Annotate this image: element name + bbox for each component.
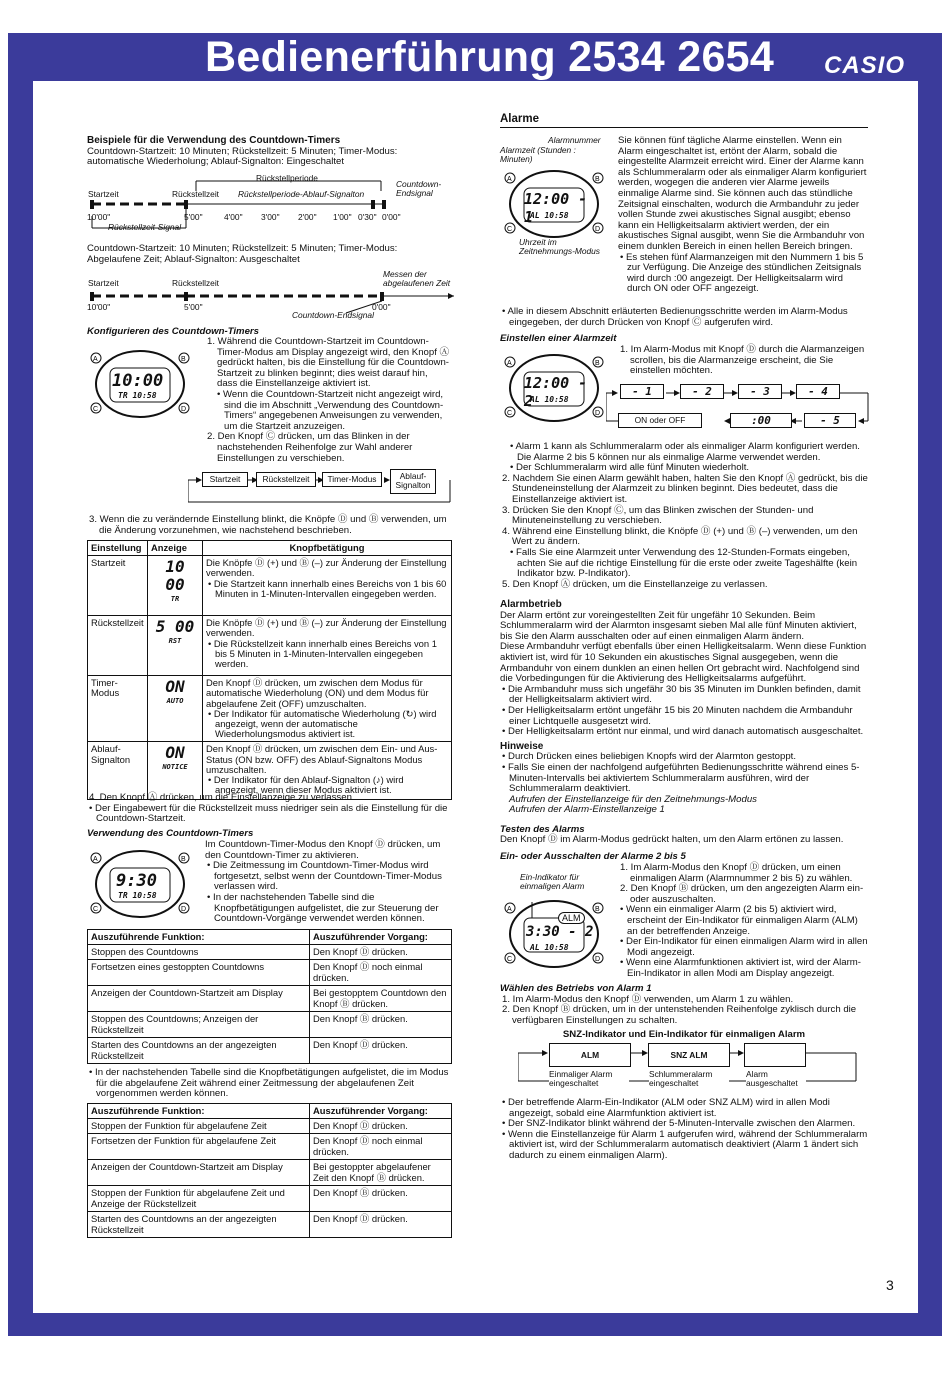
svg-text:D: D xyxy=(595,226,601,233)
watch-c-sub: AL 10:58 xyxy=(530,943,569,952)
onoff-step-2: • Wenn ein einmaliger Alarm (2 bis 5) aktiviert wird, erscheint der Ein-Indikator für einmaligen Alarm (ALM) an der betreffenden Anzeige. xyxy=(620,904,858,937)
alarms-title: Alarme xyxy=(500,114,868,128)
alarms-intro xyxy=(618,136,868,295)
step3-wrap xyxy=(87,515,452,536)
test-text: Den Knopf Ⓓ im Alarm-Modus gedrückt halten, um den Alarm ertönen zu lassen. xyxy=(500,834,844,846)
cell: Bei gestopptem Countdown den Knopf Ⓑ drücken. xyxy=(310,986,452,1012)
svg-text:C: C xyxy=(93,906,99,913)
elapsed-table xyxy=(87,1103,452,1238)
mode-step-1: 2. Den Knopf Ⓑ drücken, um in der untenstehenden Reihenfolge zyklisch durch die verfügbaren Einstellungen zu schalten. xyxy=(502,1004,857,1026)
countdown-th-0: Auszuführende Funktion: xyxy=(88,930,310,945)
svg-text:C: C xyxy=(507,410,513,417)
settings-name: Ablauf-Signalton xyxy=(88,742,148,800)
config-step-1: 1. Während die Countdown-Startzeit im Countdown-Timer-Modus am Display angezeigt wird, den Knopf Ⓐ gedrückt halten, bis die Einstellung für die Countdown-Startzeit zu blinken beginnt; dies weist darauf hin, dass die Einstellanzeige aktiviert ist. xyxy=(207,336,450,390)
label-alarm-number: Alarmnummer xyxy=(548,135,601,145)
tl1-tick-6: 0'30" xyxy=(358,212,377,222)
snz-caption-2: Alarm ausgeschaltet xyxy=(746,1070,806,1088)
tl2-tick-0: 10'00" xyxy=(87,302,111,312)
svg-text:C: C xyxy=(93,406,99,413)
op-text-1: Diese Armbanduhr verfügt ebenfalls über einen Helligkeitsalarm. Wenn diese Funktion aktiviert ist, wird für 10 Sekunden ein akustisches Signal ausgegeben, wenn die Armbanduhr von einem dunklen an einen hellen Ort gebracht wird. Nachfolgend sind die Vorbedingungen für die Aktivierung des Helligkeitsalarms aufgeführt. xyxy=(500,641,867,685)
watch1-main: 10:00 xyxy=(112,371,164,391)
op-text-3: • Der Helligkeitsalarm ertönt ungefähr 15 bis 20 Minuten nachdem die Armbanduhr einer Lichtquelle ausgesetzt wird. xyxy=(502,704,853,727)
set-title-wrap xyxy=(500,334,868,345)
svg-text:A: A xyxy=(93,856,98,863)
set-note-3: 3. Drücken Sie den Knopf Ⓒ, um das Blinken zwischen der Stunden- und Minuteneinstellung zu verschieben. xyxy=(502,504,814,527)
elapsed-th-0: Auszuführende Funktion: xyxy=(88,1104,310,1119)
step-3: 3. Wenn die zu verändernde Einstellung blinkt, die Knöpfe Ⓓ und Ⓑ verwenden, um die Änderung vorzunehmen, wie nachstehend beschrieben. xyxy=(89,514,447,536)
set-note-2: 2. Nachdem Sie einen Alarm gewählt haben, halten Sie den Knopf Ⓐ gedrückt, bis die Stundeneinstellung der Alarmzeit zu blinken beginnt. Dies bedeutet, dass die Einstellanzeige aktiviert ist. xyxy=(502,472,868,505)
hint-0: • Durch Drücken eines beliebigen Knopfs wird der Alarmton gestoppt. xyxy=(502,751,796,763)
label-onoff-indicator: Ein-Indikator für einmaligen Alarm xyxy=(520,872,585,891)
cycle-alarm-4: - 4 xyxy=(796,384,840,399)
cell: Stoppen des Countdowns xyxy=(88,945,310,960)
cycle-alarm-2: - 2 xyxy=(680,384,724,399)
tl2-reset: Rückstellzeit xyxy=(172,278,220,288)
op-text-2: • Die Armbanduhr muss sich ungefähr 30 bis 35 Minuten im Dunklen befinden, damit der Helligkeitsalarm aktiviert wird. xyxy=(502,683,861,706)
example1-desc: Countdown-Startzeit: 10 Minuten; Rückstellzeit: 5 Minuten; Timer-Modus: automatische Wiederholung; Ablauf-Signalton: Eingeschaltet xyxy=(87,145,398,168)
watch-c-main: 3:30 - 2 xyxy=(526,924,594,940)
table-row xyxy=(88,1119,452,1134)
set-step-1: 1. Im Alarm-Modus mit Knopf Ⓓ durch die Alarmanzeigen scrollen, bis die Alarmanzeige erscheint, die Sie einstellen möchten. xyxy=(620,344,865,377)
tl2-tick-1: 5'00" xyxy=(184,302,203,312)
tl1-period-label: Rückstellperiode xyxy=(256,173,318,183)
settings-op: Den Knopf Ⓓ drücken, um zwischen dem Modus für automatische Wiederholung (ON) und dem Modus für abgelaufene Zeit (OFF) umzuschalten. xyxy=(206,677,429,709)
page-title: Bedienerführung 2534 2654 xyxy=(205,33,775,81)
watch-a-sub: AL 10:58 xyxy=(530,211,569,220)
cell: Den Knopf Ⓓ noch einmal drücken. xyxy=(310,1134,452,1160)
use-text xyxy=(205,840,450,925)
watch-illustration-a xyxy=(502,166,601,238)
hint-3: Aufrufen der Alarm-Einstellanzeige 1 xyxy=(509,804,665,816)
tl1-tick-4: 2'00" xyxy=(298,212,317,222)
cell: Stoppen der Funktion für abgelaufene Zeit und Anzeige der Rückstellzeit xyxy=(88,1186,310,1212)
use-text-0: Im Countdown-Timer-Modus den Knopf Ⓓ drücken, um den Countdown-Timer zu aktivieren. xyxy=(205,839,441,861)
table-row xyxy=(88,1012,452,1038)
examples-title: Beispiele für die Verwendung des Countdown-Timers xyxy=(87,135,341,146)
settings-th-2: Knopfbetätigung xyxy=(203,541,452,556)
tl2-start: Startzeit xyxy=(88,278,119,288)
disp-main: ON xyxy=(165,677,185,697)
cell: Anzeigen der Countdown-Startzeit am Display xyxy=(88,1160,310,1186)
snz-box-alm: ALM xyxy=(549,1043,631,1067)
cell: Fortsetzen eines gestoppten Countdowns xyxy=(88,960,310,986)
use-text-1: • Die Zeitmessung im Countdown-Timer-Modus wird fortgesetzt, selbst wenn der Countdown-Timer-Modus verlassen wird. xyxy=(207,860,442,893)
snz-box-off xyxy=(744,1043,806,1067)
svg-text:A: A xyxy=(507,176,512,183)
cell: Den Knopf Ⓓ drücken. xyxy=(310,1038,452,1064)
cycle-light-alarm: ON oder OFF xyxy=(618,413,702,428)
set-note-6: 5. Den Knopf Ⓐ drücken, um die Einstellanzeige zu verlassen. xyxy=(502,578,768,590)
label-clock-time: Uhrzeit im Zeitnehmungs-Modus xyxy=(519,237,600,256)
alarm-operation xyxy=(500,600,868,863)
snz-caption-1: Schlummeralarm eingeschaltet xyxy=(649,1070,729,1088)
onoff-step-4: • Wenn eine Alarmfunktionen aktiviert ist, wird der Alarm-Ein-Indikator in allen Modi am Display angezeigt. xyxy=(620,957,861,979)
cell: Starten des Countdowns an der angezeigten Rückstellzeit xyxy=(88,1038,310,1064)
svg-text:A: A xyxy=(507,360,512,367)
cell: Anzeigen der Countdown-Startzeit am Display xyxy=(88,986,310,1012)
cell: Stoppen des Countdowns; Anzeigen der Rückstellzeit xyxy=(88,1012,310,1038)
label-alarm-time: Alarmzeit (Stunden : Minuten) xyxy=(500,145,576,164)
after-table xyxy=(87,793,452,825)
tl1-reset-signal: Rückstellzeit-Signal xyxy=(108,222,182,232)
set-title: Einstellen einer Alarmzeit xyxy=(500,333,617,344)
config-step-2: 2. Den Knopf Ⓒ drücken, um das Blinken in der nachstehenden Reihenfolge zur Wahl anderer Einstellungen zu verschieben. xyxy=(207,431,413,464)
watch-c-alm-tag: ALM xyxy=(558,912,585,924)
tl1-tick-7: 0'00" xyxy=(382,212,401,222)
tl1-end-signal: Countdown-Endsignal xyxy=(396,179,442,198)
example2-desc: Countdown-Startzeit: 10 Minuten; Rückstellzeit: 5 Minuten; Timer-Modus: Abgelaufene Zeit; Ablauf-Signalton: Ausgeschaltet xyxy=(87,243,398,265)
between-tables xyxy=(87,1068,452,1100)
cell: Den Knopf Ⓓ drücken. xyxy=(310,945,452,960)
svg-text:A: A xyxy=(93,356,98,363)
svg-text:A: A xyxy=(507,906,512,913)
examples-section xyxy=(87,136,452,168)
svg-text:C: C xyxy=(507,956,513,963)
cycle-reset: Rückstellzeit xyxy=(256,472,316,487)
settings-op: Den Knopf Ⓓ drücken, um zwischen dem Ein- und Aus-Status (ON bzw. OFF) des Ablauf-Signaltons Modus umzuschalten. xyxy=(206,743,438,775)
countdown-th-1: Auszuführender Vorgang: xyxy=(310,930,452,945)
svg-text:B: B xyxy=(595,176,600,183)
final-note-0: • Der betreffende Alarm-Ein-Indikator (ALM oder SNZ ALM) wird in allen Modi angezeigt, sobald eine Alarmfunktion aktiviert ist. xyxy=(502,1097,830,1119)
tl2-end-signal: Countdown-Endsignal xyxy=(292,310,374,320)
cycle-start: Startzeit xyxy=(202,472,248,487)
set-step1-wrap xyxy=(618,345,868,377)
svg-text:C: C xyxy=(507,226,513,233)
after-table-step4: 4. Den Knopf Ⓐ drücken, um die Einstellanzeige zu verlassen. xyxy=(89,792,355,803)
settings-op-note: • Die Rückstellzeit kann innerhalb eines Bereichs von 1 bis 5 Minuten in 1-Minuten-Intervallen eingegeben werden. xyxy=(208,637,437,670)
snz-caption-0: Einmaliger Alarm eingeschaltet xyxy=(549,1070,629,1088)
between-tables-text: • In der nachstehenden Tabelle sind die Knopfbetätigungen aufgelistet, die im Modus für die abgelaufene Zeit während einer Zeitmessung der abgelaufenen Zeit vorgenommen werden können. xyxy=(89,1067,449,1100)
onoff-step-3: • Der Ein-Indikator für einen einmaligen Alarm wird in allen Modi angezeigt. xyxy=(620,936,868,958)
cell: Stoppen der Funktion für abgelaufene Zeit xyxy=(88,1119,310,1134)
hint-2: Aufrufen der Einstellanzeige für den Zeitnehmungs-Modus xyxy=(509,793,757,805)
table-row xyxy=(88,945,452,960)
config-steps xyxy=(205,337,450,464)
table-row xyxy=(88,986,452,1012)
cell: Den Knopf Ⓓ drücken. xyxy=(310,1212,452,1238)
all-steps-note-wrap xyxy=(500,307,868,328)
table-row xyxy=(88,616,452,676)
table-row xyxy=(88,1134,452,1160)
svg-text:D: D xyxy=(595,956,601,963)
settings-op-note: • Der Indikator für den Ablauf-Signalton (♪) wird angezeigt, wenn dieser Modus aktiviert ist. xyxy=(208,774,404,796)
op-text-4: • Der Helligkeitsalarm ertönt nur einmal, und wird danach automatisch ausgeschaltet. xyxy=(502,726,864,738)
snz-box-snz-alm: SNZ ALM xyxy=(648,1043,730,1067)
set-note-1: • Der Schlummeralarm wird alle fünf Minuten wiederholt. xyxy=(510,462,750,474)
disp-sub: TR xyxy=(170,595,180,604)
brand-logo: CASIO xyxy=(824,52,906,79)
final-note-1: • Der SNZ-Indikator blinkt während der 5-Minuten-Intervalle zwischen den Alarmen. xyxy=(502,1118,856,1130)
cell: Starten des Countdowns an der angezeigten Rückstellzeit xyxy=(88,1212,310,1238)
after-table-note: • Der Eingabewert für die Rückstellzeit muss niedriger sein als die Einstellung für die Countdown-Startzeit. xyxy=(89,802,448,825)
watch-illustration-c xyxy=(502,896,601,968)
tl1-tick-5: 1'00" xyxy=(333,212,352,222)
settings-th-1: Anzeige xyxy=(148,541,203,556)
svg-text:B: B xyxy=(181,356,186,363)
tl1-start: Startzeit xyxy=(88,189,119,199)
tl1-tick-0: 10'00" xyxy=(87,212,111,222)
watch-b-sub: AL 10:58 xyxy=(530,395,569,404)
alarms-intro-text: Sie können fünf tägliche Alarme einstellen. Wenn ein Alarm eingeschaltet ist, ertönt der Alarm, sobald die eingestellte Alarmzeit erreicht wird. Einer der Alarme kann als Schlummeralarm oder als einmaliger Alarm konfiguriert werden, wogegen die anderen vier Alarme jeweils einmalige Alarme sind. Sie können auch das stündliche Zeitsignal einschalten, wodurch die Armbanduhr zu jeder vollen Stunde zwei akustisches Signal ausgibt; ebenso kann ein Helligkeitsalarm aktiviert werden, der ein akustisches Signal ausgibt, wenn Sie die Armbanduhr von einem dunklen Bereich in einen hellen Bereich bringen. xyxy=(618,135,867,252)
use-text-2: • In der nachstehenden Tabelle sind die Knopfbetätigungen aufgelistet, die zur Steuerung der Countdown-Vorgänge verwendet werden können. xyxy=(207,891,439,925)
config-step-1-note: • Wenn die Countdown-Startzeit nicht angezeigt wird, sind die im Abschnitt „Verwendung des Countdown-Timers“ angegebenen Anweisungen zu verwenden, um die Startzeit anzuzeigen. xyxy=(217,388,444,432)
disp-sub: RST xyxy=(168,637,182,646)
cell: Bei gestoppter abgelaufener Zeit den Knopf Ⓑ drücken. xyxy=(310,1160,452,1186)
hint-1: • Falls Sie einen der nachfolgend aufgeführten Bedienungsschritte während eines 5-Minuten-Intervalls bei aktiviertem Schlummeralarm ausführen, wird der Schlummeralarm deaktiviert. xyxy=(502,761,860,795)
use-title: Verwendung des Countdown-Timers xyxy=(87,828,254,839)
snz-title: SNZ-Indikator und Ein-Indikator für einmaligen Alarm xyxy=(562,1029,806,1041)
mode-step-0: 1. Im Alarm-Modus den Knopf Ⓓ verwenden, um Alarm 1 zu wählen. xyxy=(502,993,794,1005)
settings-op-note: • Der Indikator für automatische Wiederholung (↻) wird angezeigt, wenn der automatische Wiederholungsmodus aktiviert ist. xyxy=(208,707,437,740)
watch-a-main: 12:00 - 1 xyxy=(524,190,588,226)
settings-op-note: • Die Startzeit kann innerhalb eines Bereichs von 1 bis 60 Minuten in 1-Minuten-Intervallen eingegeben werden. xyxy=(208,577,447,599)
table-row xyxy=(88,1186,452,1212)
example2 xyxy=(87,244,452,265)
disp-main: 10 00 xyxy=(165,557,185,595)
all-steps-note: • Alle in diesem Abschnitt erläuterten Bedienungsschritte werden im Alarm-Modus eingegeben, der durch Drücken von Knopf Ⓒ aufgerufen wird. xyxy=(502,306,848,328)
hints-title: Hinweise xyxy=(500,740,544,752)
settings-name: Startzeit xyxy=(88,556,148,616)
tl2-graphic xyxy=(86,285,456,315)
watch-b-main: 12:00 - 2 xyxy=(524,374,588,410)
use-title-wrap xyxy=(87,829,452,840)
tl1-period-signal: Rückstellperiode-Ablauf-Signalton xyxy=(238,189,365,199)
onoff-step-0: 1. Im Alarm-Modus den Knopf Ⓓ drücken, um einen einmaligen Alarm (Alarmnummer 2 bis 5) zu wählen. xyxy=(620,862,853,884)
cell: Den Knopf Ⓓ noch einmal drücken. xyxy=(310,960,452,986)
watch-illustration-b xyxy=(502,350,601,422)
countdown-table xyxy=(87,929,452,1064)
onoff-title: Ein- oder Ausschalten der Alarme 2 bis 5 xyxy=(500,851,686,863)
cycle-mode: Timer-Modus xyxy=(322,472,382,487)
set-note-4: 4. Während eine Einstellung blinkt, die Knöpfe Ⓓ (+) und Ⓑ (–) verwenden, um den Wert zu ändern. xyxy=(502,525,858,548)
cycle-signal: Ablauf-Signalton xyxy=(390,469,436,494)
set-note-5: • Falls Sie eine Alarmzeit unter Verwendung des 12-Stunden-Formats eingeben, achten Sie auf die richtige Einstellung für die erste oder zweite Tageshälfte (kein Indikator bzw. P-Indikator). xyxy=(510,546,858,580)
settings-op: Die Knöpfe Ⓓ (+) und Ⓑ (–) zur Änderung der Einstellung verwenden. xyxy=(206,557,447,579)
cycle-alarm-3: - 3 xyxy=(738,384,782,399)
mode-title: Wählen des Betriebs von Alarm 1 xyxy=(500,983,652,994)
page-number: 3 xyxy=(886,1277,894,1293)
cell: Den Knopf Ⓑ drücken. xyxy=(310,1186,452,1212)
config-title: Konfigurieren des Countdown-Timers xyxy=(87,326,259,337)
disp-sub: NOTICE xyxy=(162,763,188,772)
cell: Fortsetzen der Funktion für abgelaufene Zeit xyxy=(88,1134,310,1160)
test-title: Testen des Alarms xyxy=(500,823,585,835)
table-row xyxy=(88,556,452,616)
tl1-tick-1: 5'00" xyxy=(184,212,203,222)
svg-text:D: D xyxy=(181,406,187,413)
watch-illustration-1 xyxy=(88,346,187,418)
alarms-title-wrap xyxy=(500,114,868,131)
watch1-sub: TR 10:58 xyxy=(118,391,157,400)
settings-op: Die Knöpfe Ⓓ (+) und Ⓑ (–) zur Änderung der Einstellung verwenden. xyxy=(206,617,447,639)
svg-text:B: B xyxy=(595,360,600,367)
svg-text:B: B xyxy=(595,906,600,913)
final-note-2: • Wenn die Einstellanzeige für Alarm 1 aufgerufen wird, während der Schlummeralarm aktiviert ist, wird der Schlummeralarm automatisch deaktiviert (Alarm 1 ändert sich dadurch zu einem einmaligen Alarm). xyxy=(502,1128,868,1161)
disp-main: 5 00 xyxy=(155,617,195,637)
table-row xyxy=(88,1212,452,1238)
disp-main: ON xyxy=(165,743,185,763)
cell: Den Knopf Ⓓ drücken. xyxy=(310,1119,452,1134)
table-row xyxy=(88,960,452,986)
op-text-0: Der Alarm ertönt zur voreingestellten Zeit für ungefähr 10 Sekunden. Beim Schlummeralarm wird der Alarmton insgesamt sieben Mal alle fünf Minuten aktiviert, bis Sie den Alarm ausschalten oder auf einen einmaligen Alarm ändern. xyxy=(500,609,857,642)
settings-name: Rückstellzeit xyxy=(88,616,148,676)
settings-name: Timer-Modus xyxy=(88,676,148,742)
svg-text:D: D xyxy=(595,410,601,417)
set-notes xyxy=(500,442,868,590)
settings-th-0: Einstellung xyxy=(88,541,148,556)
set-note-0: • Alarm 1 kann als Schlummeralarm oder als einmaliger Alarm konfiguriert werden. Die Alarme 2 bis 5 können nur als einmalige Alarme verwendet werden. xyxy=(510,441,860,463)
settings-table xyxy=(87,540,452,800)
cycle-alarm-1: - 1 xyxy=(620,384,664,399)
onoff-steps xyxy=(618,863,868,980)
alarms-intro-bullet: • Es stehen fünf Alarmanzeigen mit den Nummern 1 bis 5 zur Verfügung. Die Anzeige des stündlichen Zeitsignals wird durch :00 angezeigt. Der Helligkeitsalarm wird durch ON oder OFF angezeigt. xyxy=(620,251,864,295)
table-row xyxy=(88,1038,452,1064)
onoff-step-1: 2. Den Knopf Ⓑ drücken, um den angezeigten Alarm ein- oder auszuschalten. xyxy=(620,883,864,905)
table-row xyxy=(88,1160,452,1186)
watch-illustration-2 xyxy=(88,846,187,918)
cell: Den Knopf Ⓑ drücken. xyxy=(310,1012,452,1038)
svg-text:B: B xyxy=(181,856,186,863)
disp-sub: AUTO xyxy=(166,697,184,706)
svg-text:D: D xyxy=(181,906,187,913)
mode-section xyxy=(500,984,868,1041)
tl1-tick-2: 4'00" xyxy=(224,212,243,222)
final-notes xyxy=(500,1098,868,1162)
tl2-measure: Messen der abgelaufenen Zeit xyxy=(383,269,451,288)
tl1-tick-3: 3'00" xyxy=(261,212,280,222)
cycle-hourly-signal: :00 xyxy=(730,413,792,428)
tl2-tick-2: 0'00" xyxy=(372,302,391,312)
cycle-alarm-5: - 5 xyxy=(804,413,856,428)
elapsed-th-1: Auszuführender Vorgang: xyxy=(310,1104,452,1119)
watch2-sub: TR 10:58 xyxy=(118,891,157,900)
watch2-main: 9:30 xyxy=(116,871,157,891)
op-title: Alarmbetrieb xyxy=(500,599,562,610)
tl1-reset: Rückstellzeit xyxy=(172,189,220,199)
table-row xyxy=(88,676,452,742)
